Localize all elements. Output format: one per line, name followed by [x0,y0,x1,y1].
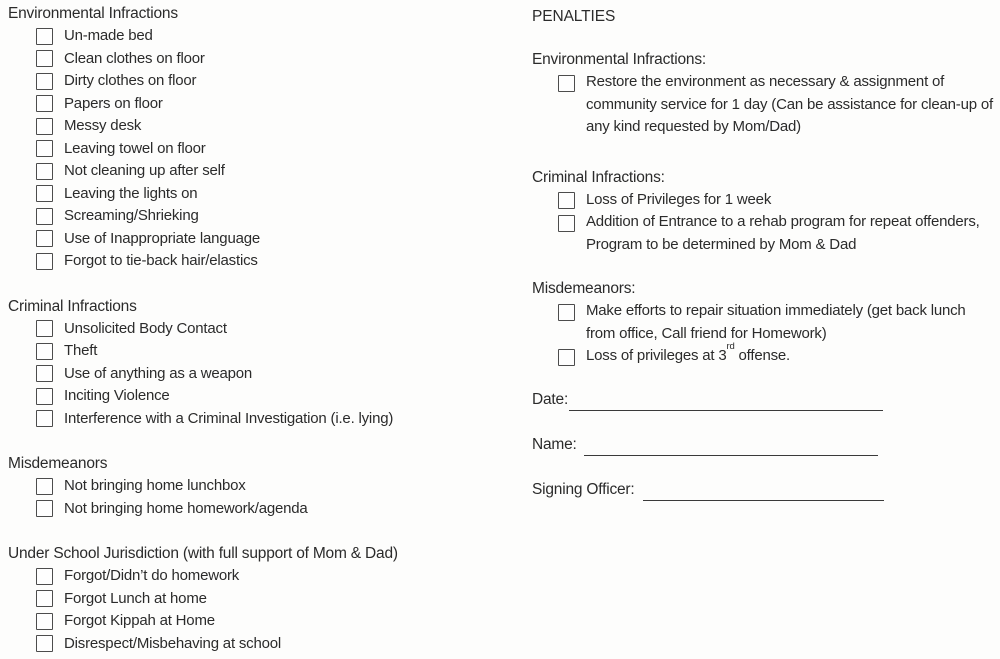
checklist-item-label: Not cleaning up after self [64,162,225,179]
checkbox[interactable] [558,192,575,209]
checkbox[interactable] [36,365,53,382]
checkbox[interactable] [558,304,575,321]
checkbox[interactable] [36,50,53,67]
penalty-item-text-part: offense. [734,347,791,364]
checklist-item [8,48,513,71]
penalty-section-title: Misdemeanors: [532,280,636,297]
checklist-item-label: Papers on floor [64,94,163,112]
checkbox[interactable] [36,410,53,427]
checklist-item [8,588,513,611]
date-field-row [532,389,994,412]
checklist-item-label: Use of Inappropriate language [64,229,261,247]
checkbox[interactable] [36,590,53,607]
checklist-item-label: Un-made bed [64,27,153,44]
penalty-item [532,71,994,139]
checklist-item-label: Clean clothes on floor [64,49,205,67]
checkbox[interactable] [36,320,53,337]
penalty-item-label: Make efforts to repair situation immediately (get back lunch from office, Call friend for Homework) [586,302,966,342]
checkbox[interactable] [36,118,53,135]
checklist-item-label: Dirty clothes on floor [64,72,197,89]
penalty-item-label: Restore the environment as necessary & assignment of community service for 1 day (Can be assistance for clean-up of any kind requested by Mom/Dad) [586,73,993,135]
signing-officer-line[interactable] [643,483,884,501]
signing-officer-field-row [532,479,994,502]
checklist-item-label: Unsolicited Body Contact [64,319,227,337]
date-label: Date: [532,390,569,408]
checkbox[interactable] [558,215,575,232]
checklist-item-label: Disrespect/Misbehaving at school [64,634,282,652]
name-label: Name: [532,435,577,453]
penalty-section-criminal [532,167,994,257]
penalty-item [532,211,994,256]
checkbox[interactable] [36,73,53,90]
penalty-item-label: Addition of Entrance to a rehab program for repeat offenders, Program to be determined by Mom & Dad [586,213,980,253]
section-title: Misdemeanors [8,455,108,472]
checklist-item [8,115,513,138]
checklist-item [8,250,513,273]
checklist-item [8,363,513,386]
checklist-item-label: Forgot to tie-back hair/elastics [64,252,258,269]
checkbox[interactable] [36,95,53,112]
checklist-item [8,205,513,228]
section-criminal-infractions [8,296,513,431]
signing-officer-label: Signing Officer: [532,480,635,498]
checkbox[interactable] [36,185,53,202]
section-misdemeanors [8,453,513,520]
checklist-item [8,318,513,341]
penalty-section-environmental [532,49,994,139]
penalty-item-text-part: Loss of privileges at 3 [586,347,727,364]
checkbox[interactable] [36,388,53,405]
penalty-item-label: Loss of Privileges for 1 week [586,190,772,208]
checklist-item [8,498,513,521]
checklist-item-label: Use of anything as a weapon [64,364,253,382]
penalty-section-title: Environmental Infractions: [532,51,706,68]
penalty-item [532,189,994,212]
penalty-section-title: Criminal Infractions: [532,168,665,186]
section-title: Environmental Infractions [8,5,178,22]
checklist-item [8,228,513,251]
date-line[interactable] [569,393,883,411]
checkbox[interactable] [36,568,53,585]
checkbox[interactable] [558,75,575,92]
checkbox[interactable] [558,349,575,366]
checklist-item [8,25,513,48]
checklist-item [8,475,513,498]
checklist-item [8,610,513,633]
checklist-item [8,183,513,206]
checkbox[interactable] [36,343,53,360]
checklist-item [8,160,513,183]
checklist-item [8,138,513,161]
checklist-item-label: Inciting Violence [64,387,170,404]
penalty-section-misdemeanors [532,278,994,368]
checkbox[interactable] [36,208,53,225]
checkbox[interactable] [36,253,53,270]
checklist-item-label: Theft [64,342,98,359]
name-field-row [532,434,994,457]
checklist-item-label: Screaming/Shrieking [64,207,199,224]
checklist-item-label: Interference with a Criminal Investigation (i.e. lying) [64,409,394,427]
checklist-item [8,633,513,656]
penalty-item [532,300,994,345]
checklist-item-label: Leaving the lights on [64,184,198,202]
checklist-item-label: Forgot Kippah at Home [64,612,215,629]
checkbox[interactable] [36,478,53,495]
checkbox[interactable] [36,163,53,180]
section-under-school-jurisdiction [8,543,513,655]
checklist-item [8,408,513,431]
checklist-item-label: Forgot/Didn’t do homework [64,567,240,584]
checklist-item-label: Not bringing home homework/agenda [64,499,308,517]
checkbox[interactable] [36,613,53,630]
section-environmental-infractions [8,3,513,273]
checklist-item [8,385,513,408]
checkbox[interactable] [36,635,53,652]
checkbox[interactable] [36,28,53,45]
checklist-item [8,93,513,116]
section-title: Criminal Infractions [8,297,137,315]
ordinal-superscript: rd [726,341,735,352]
penalties-column [532,6,994,501]
checklist-item-label: Leaving towel on floor [64,139,206,157]
checklist-item-label: Messy desk [64,117,142,134]
checklist-item-label: Not bringing home lunchbox [64,477,246,494]
infractions-column [8,3,513,655]
checklist-item [8,70,513,93]
name-line[interactable] [584,438,878,456]
checklist-item-label: Forgot Lunch at home [64,589,207,607]
checkbox[interactable] [36,500,53,517]
section-title: Under School Jurisdiction (with full support of Mom & Dad) [8,545,398,562]
checklist-item [8,565,513,588]
penalty-item-label [586,341,994,368]
checkbox[interactable] [36,230,53,247]
checklist-item [8,340,513,363]
penalty-item [532,341,994,368]
checkbox[interactable] [36,140,53,157]
penalties-title: PENALTIES [532,8,616,25]
